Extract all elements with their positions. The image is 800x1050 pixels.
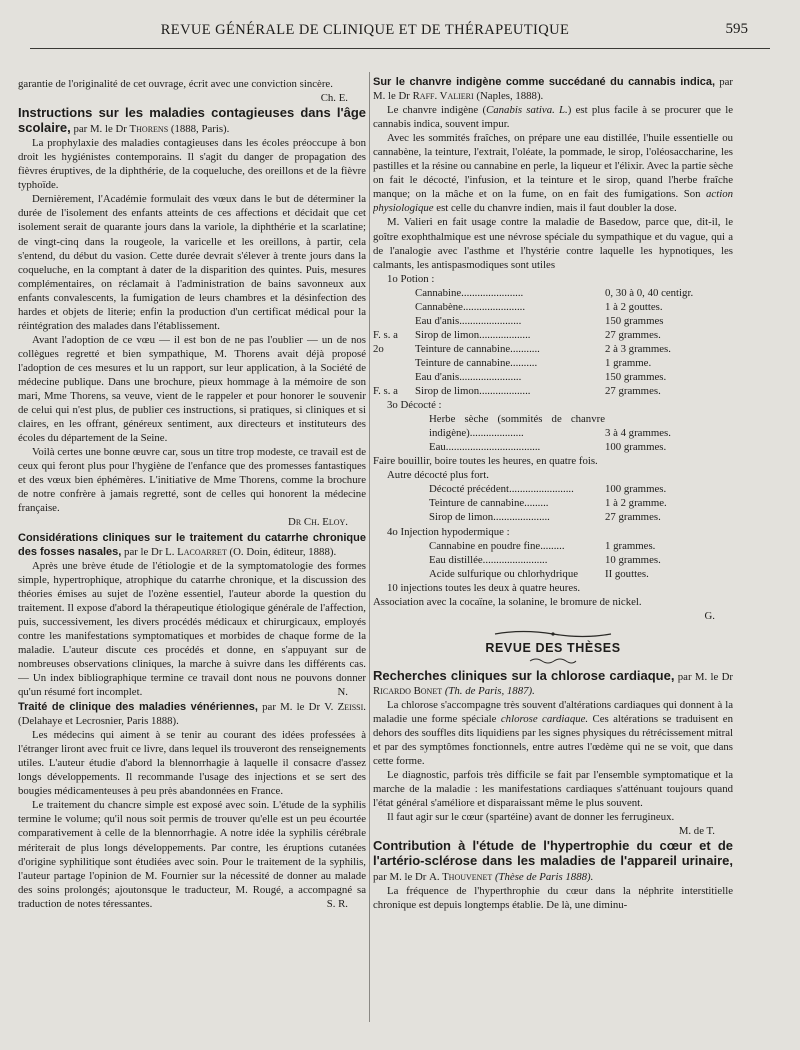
thesis-heading <box>373 839 733 883</box>
ingredient-name: Herbe sèche (sommités de chanvre indigène).................... <box>429 413 605 440</box>
ingredient-quantity: 1 à 2 gouttes. <box>605 300 663 313</box>
paragraph <box>18 77 366 105</box>
section-title: REVUE DES THÈSES <box>485 640 621 655</box>
prescription-note: Faire bouillir, boire toutes les heures, en quatre fois. <box>373 455 598 468</box>
paragraph-text: Le chanvre indigène ( <box>387 104 487 117</box>
prescription-note: Autre décocté plus fort. <box>387 469 489 482</box>
paragraph-text: La chlorose s'accompagne très souvent d'altérations cardiaques qui donnent à la maladie une forme spéciale <box>373 698 733 726</box>
prescription-row <box>373 384 733 398</box>
ingredient-name: Eau d'anis....................... <box>415 314 522 327</box>
prescription-row <box>373 370 733 384</box>
paragraph <box>373 698 733 768</box>
prescription-row <box>373 356 733 370</box>
ingredient-quantity: 150 grammes <box>605 314 664 327</box>
prescription-label <box>373 286 415 300</box>
paragraph <box>18 559 366 699</box>
prescription-label <box>373 370 415 384</box>
section-ornament <box>373 629 733 639</box>
review-author: Thorens <box>129 123 169 136</box>
signature: M. de T. <box>678 825 715 838</box>
paragraph: M. Valieri en fait usage contre la maladie de Basedow, parce que, dit-il, le goître exophthalmique est une névrose spéciale du sympathique et du vague, qui a de l'analogie avec l'asthme et l'hystérie contre laquelle les hypnotiques, les calmants, les antispasmodiques sont utiles <box>373 216 733 271</box>
ingredient-quantity: 100 grammes. <box>605 483 667 496</box>
paragraph: Voilà certes une bonne œuvre car, sous un titre trop modeste, ce travail est de ceux qui feront plus pour l'hygiène de l'enfance que des promesses fantastiques et des vœux bien éphémères. L'initiative de Mme Thorens, comme la brochure de notre confrère à jamais regretté, sont de celles qui honorent la médecine française. <box>18 446 366 515</box>
ingredient-quantity: II gouttes. <box>605 567 649 580</box>
prescription-heading: 1o Potion : <box>387 272 435 285</box>
review-title: Sur le chanvre indigène comme succédané du cannabis indica, <box>373 77 716 88</box>
prescription-heading: 4o Injection hypodermique : <box>387 525 510 538</box>
paragraph: La prophylaxie des maladies contagieuses dans les écoles préoccupe à bon droit les hygiénistes contemporains. Il s'agit du danger de propagation des fièvres éruptives, de la diphthérie, de la coqueluche, des oreillons et de la fièvre typhoïde. <box>18 137 366 192</box>
ingredient-quantity: 1 grammes. <box>605 539 656 552</box>
review-by: par le Dr <box>124 545 163 558</box>
paragraph: Dernièrement, l'Académie formulait des vœux dans le but de déterminer la durée de l'isolement des enfants atteints de ces affections et décidait que cet isolement serait de quarante jours dans la variole, la diphthérie et la scarlatine; de vingt-cinq dans la rougeole, la varicelle et les oreillons, à partir, cela s'entend, du début du vasion. Cette durée devrait s'élever à trente jours dans la coqueluche, en la comptant à dater de la disparition des quintes. Puis, mesures complémentaires, on réclamait à l'administration de bains savonneux aux enfants convalescents, la fumigation de leurs chambres et la désinfection des hardes et objets de literie; enfin la production d'un certificat médical pour la réintégration des malades dans l'établissement. <box>18 193 366 332</box>
paragraph <box>18 798 366 910</box>
paragraph <box>373 131 733 215</box>
prescription-row <box>373 412 733 440</box>
ingredient-name: Eau d'anis....................... <box>415 370 522 383</box>
review-title: Traité de clinique des maladies vénériennes, <box>18 701 258 714</box>
paragraph: Il faut agir sur le cœur (spartéine) avant de donner les ferrugineux. <box>387 811 675 824</box>
prescription-row <box>373 314 733 328</box>
thesis-title: Recherches cliniques sur la chlorose cardiaque, <box>373 667 675 683</box>
signature: Dr Ch. Eloy. <box>288 516 348 529</box>
ingredient-quantity: 1 à 2 gramme. <box>605 497 667 510</box>
review-author: L. Lacoarret <box>165 545 227 558</box>
prescription-label: 2o <box>373 342 384 355</box>
review-heading <box>18 700 366 728</box>
prescription-label <box>373 314 415 328</box>
prescription-note: Association avec la cocaïne, la solanine, le bromure de nickel. <box>373 595 642 608</box>
ingredient-quantity: 27 grammes. <box>605 385 661 398</box>
ingredient-quantity: 27 grammes. <box>605 511 661 524</box>
italic-text: action physiologique <box>373 188 733 215</box>
page-number: 595 <box>725 21 748 37</box>
prescription-row <box>373 286 733 300</box>
left-column <box>18 77 366 1037</box>
review-by: par M. le Dr <box>262 701 321 714</box>
paragraph-text: Ces altérations se traduisent en dehors des souffles dits liquidiens par les signes physiques du rétrécissement mitral et par des symptômes fonctionnels, entre autres l'œdème qui ne se voit, que dans cette forme. <box>373 713 733 768</box>
prescription-label: F. s. a <box>373 385 398 398</box>
paragraph: Le diagnostic, parfois très difficile se fait par l'ensemble symptomatique et la marche de la maladie : les manifestations cardiaques s'atténuant toujours quand l'état général s'améliore et disparaissant même le plus souvent. <box>373 769 733 810</box>
prescription-row <box>373 553 733 567</box>
paragraph: Les médecins qui aiment à se tenir au courant des idées professées à l'étranger liront avec fruit ce livre, dans lequel ils trouveront des renseignements utiles. L'auteur étudie d'abord la blennorrhagie à laquelle il consacre d'assez longs développements. Il recommande l'usage des injections et se sert des bougies médicamenteuses à peu près abandonnées en France. <box>18 729 366 798</box>
prescription-row <box>373 567 733 581</box>
paragraph <box>373 103 733 131</box>
prescription-row <box>373 440 733 454</box>
prescription-row <box>373 496 733 510</box>
ingredient-name: Eau distillée........................ <box>429 553 548 566</box>
thesis-author: A. Thouvenet <box>429 870 493 883</box>
thesis-author: Ricardo Bonet <box>373 684 443 697</box>
review-publication: (1888, Paris). <box>170 123 230 136</box>
ingredient-name: Sirop de limon..................... <box>429 511 550 524</box>
review-heading <box>18 531 366 559</box>
signature: Ch. E. <box>320 92 348 105</box>
paragraph-text: Le traitement du chancre simple est exposé avec soin. L'étude de la syphilis termine le volume; qu'il nous soit permis de trouver qu'elle est un peu écourtée comparativement à celle de la blennorrhagie. A notre idée la syphilis cérébrale mériterait de plus longs développements. Par contre, les éruptions cutanées d'origine syphilitique sont étudiées avec soin. Pour le traitement de la syphilis, l'auteur partage l'opinion de M. Fournier sur la nécessité de donner au malade des soins prolongés; ajoutonsque le traducteur, M. Rougé, a accompagné sa traduction de notes téressantes. <box>18 799 366 910</box>
review-title: Considérations cliniques sur le traitement du catarrhe chronique des fosses nasales, <box>18 531 366 558</box>
prescription-note: 10 injections toutes les deux à quatre heures. <box>387 581 581 594</box>
running-title: REVUE GÉNÉRALE DE CLINIQUE ET DE THÉRAPEUTIQUE <box>160 22 570 38</box>
ingredient-quantity: 150 grammes. <box>605 370 667 383</box>
paragraph-text: ) est plus facile à se procurer que le cannabis indica, souvent impur. <box>373 104 733 131</box>
header-rule <box>30 48 770 49</box>
italic-text: Canabis sativa. L. <box>486 104 568 117</box>
review-author: V. Zeissi <box>324 701 364 714</box>
prescription-row <box>373 342 733 356</box>
column-divider <box>369 72 370 1022</box>
signature: S. R. <box>326 897 348 910</box>
prescription-label <box>373 356 415 370</box>
prescription-row <box>373 482 733 496</box>
section-ornament <box>373 655 733 663</box>
signature: N. <box>337 686 348 699</box>
thesis-heading <box>373 669 733 698</box>
ingredient-quantity: 100 grammes. <box>605 441 667 454</box>
review-publication: (Naples, 1888). <box>476 90 544 103</box>
paragraph-text: est celle du chanvre indien, mais il faut doubler la dose. <box>433 202 677 215</box>
ingredient-name: Eau................................... <box>429 441 541 454</box>
review-heading <box>373 77 733 103</box>
ingredient-quantity: 1 gramme. <box>605 356 652 369</box>
signature: G. <box>704 609 715 622</box>
ingredient-quantity: 10 grammes. <box>605 553 661 566</box>
thesis-publication: (Thèse de Paris 1888). <box>494 870 594 883</box>
italic-text: chlorose cardiaque. <box>500 713 589 726</box>
ingredient-quantity: 3 à 4 grammes. <box>605 427 671 440</box>
paragraph-text: garantie de l'originalité de cet ouvrage, écrit avec une conviction sincère. <box>18 78 333 90</box>
prescription-row <box>373 510 733 524</box>
paragraph-text: Avec les sommités fraîches, on prépare une eau distillée, l'huile essentielle ou cannabène, la teinture, l'extrait, l'oléate, la pommade, le sirop, l'oléosaccharine, les pastilles et la résine ou cannabine en perle, la liqueur et l'élixir. Avec la partie sèche on fait le décocté, l'infusion, et la teinture et le sirop, quand l'herbe fraîche manque; on la mâche et on la fume, on en fait des fumigations. Son <box>373 132 733 201</box>
ingredient-quantity: 2 à 3 grammes. <box>605 342 671 355</box>
thesis-publication: (Th. de Paris, 1887). <box>444 684 535 697</box>
prescription-heading: 3o Décocté : <box>387 399 442 412</box>
ornament-wave-icon <box>528 657 578 665</box>
ingredient-name: Teinture de cannabine......... <box>429 497 549 510</box>
prescription-row <box>373 539 733 553</box>
ingredient-quantity: 0, 30 à 0, 40 centigr. <box>605 286 694 299</box>
paragraph-text: Après une brève étude de l'étiologie et de la symptomatologie des formes simple, hypertrophique, atrophique du catarrhe chronique, et la discussion des théories émises au sujet de l'ozène essentiel, l'auteur aborde la question du traitement. Il expose d'abord la thérapeutique étiologique générale de l'affection, puis, successivement, les divers procédés médicaux et chirurgicaux, employés contre les manifestations symptomatiques et morbides de chaque forme de la maladie. L'auteur discute ces procédés et donne, en s'appuyant sur de nombreuses observations cliniques, la marche à suivre dans les différents cas. — Un index bibliographique termine ce travail dont nous ne pouvons donner qu'un résumé fort incomplet. <box>18 559 366 699</box>
ingredient-name: Acide sulfurique ou chlorhydrique <box>429 567 579 580</box>
ingredient-quantity: 27 grammes. <box>605 328 661 341</box>
ingredient-name: Sirop de limon................... <box>415 328 531 341</box>
review-by: par M. le Dr <box>73 123 127 136</box>
prescription-row <box>373 328 733 342</box>
prescription-label: F. s. a <box>373 328 398 341</box>
review-publication: (O. Doin, éditeur, 1888). <box>229 545 337 558</box>
prescription-list <box>373 272 733 623</box>
prescription-row <box>373 300 733 314</box>
thesis-by: par M. le Dr <box>373 870 427 883</box>
ingredient-name: Cannabine en poudre fine......... <box>429 539 565 552</box>
review-author: Raff. Valieri <box>412 90 474 103</box>
ingredient-name: Cannabine....................... <box>415 286 524 299</box>
review-by: par M. le Dr <box>373 77 733 103</box>
thesis-title: Contribution à l'étude de l'hypertrophie du cœur et de l'artério-sclérose dans les maladies de l'appareil urinaire, <box>373 838 733 869</box>
ingredient-name: Décocté précédent........................ <box>429 483 574 496</box>
prescription-label <box>373 300 415 314</box>
ingredient-name: Teinture de cannabine.......... <box>415 356 538 369</box>
review-heading <box>18 106 366 136</box>
ingredient-name: Cannabène....................... <box>415 300 526 313</box>
ingredient-name: Sirop de limon................... <box>415 385 531 398</box>
paragraph: Avant l'adoption de ce vœu — il est bon de ne pas l'oublier — un de nos collègues regretté et bien sympathique, M. Thorens avait déjà proposé l'adoption de ces mesures et lu un rapport, sur leur application, à la Société de médecine publique. Dans une brochure, pieux hommage à la mémoire de son mari, Mme Thorens, sa veuve, vient de le rappeler et pour honorer le souvenir de celui qui n'est plus, de publier ces instructions, si pratiques, si cliniques et si claires, en les offrant, généreux sentiment, aux directeurs et instituteurs des écoles du département de la Seine. <box>18 333 366 445</box>
paragraph: La fréquence de l'hyperthrophie du cœur dans la néphrite interstitielle chronique est depuis longtemps établie. De là, une diminu- <box>373 884 733 911</box>
review-title: Instructions sur les maladies contagieuses dans l'âge scolaire, <box>18 105 366 136</box>
ornament-rule-icon <box>493 629 613 639</box>
ingredient-name: Teinture de cannabine........... <box>415 342 540 355</box>
page-header <box>0 22 800 48</box>
thesis-by: par M. le Dr <box>677 670 733 683</box>
review-publication: . (Delahaye et Lecrosnier, Paris 1888). <box>18 701 366 728</box>
right-column <box>373 77 733 1037</box>
